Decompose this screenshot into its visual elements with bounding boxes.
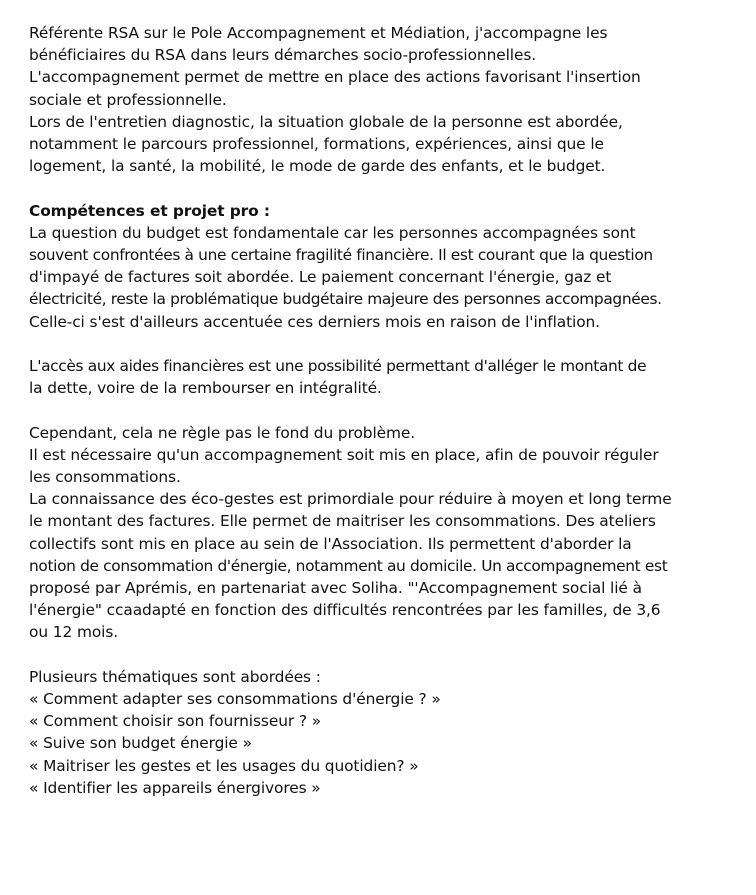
section-heading: Compétences et projet pro : <box>29 201 270 220</box>
theme-item: « Comment choisir son fournisseur ? » <box>29 712 322 731</box>
text-line: Il est nécessaire qu'un accompagnement soit mis en place, afin de pouvoir réguler <box>29 445 659 464</box>
text-line: souvent confrontées à une certaine fragilité financière. Il est courant que la question <box>29 246 653 265</box>
text-line: ou 12 mois. <box>29 623 119 642</box>
text-line: Cependant, cela ne règle pas le fond du problème. <box>29 423 416 442</box>
themes-intro: Plusieurs thématiques sont abordées : <box>29 667 321 686</box>
text-line: Référente RSA sur le Pole Accompagnement et Médiation, j'accompagne les <box>29 24 608 42</box>
budget-paragraph <box>29 222 729 333</box>
text-line: L'accès aux aides financières est une possibilité permettant d'alléger le montant de <box>29 357 647 376</box>
text-line: proposé par Aprémis, en partenariat avec Soliha. "'Accompagnement social lié à <box>29 579 642 598</box>
text-line: d'impayé de factures soit abordée. Le paiement concernant l'énergie, gaz et <box>29 268 612 287</box>
intro-paragraph <box>29 22 729 177</box>
document-body <box>29 22 729 799</box>
theme-item: « Maitriser les gestes et les usages du quotidien? » <box>29 756 419 775</box>
text-line: Celle-ci s'est d'ailleurs accentuée ces derniers mois en raison de l'inflation. <box>29 312 600 331</box>
text-line: les consommations. <box>29 468 181 487</box>
text-line: La connaissance des éco-gestes est primordiale pour réduire à moyen et long terme <box>29 490 672 509</box>
text-line: Lors de l'entretien diagnostic, la situation globale de la personne est abordée, <box>29 112 623 131</box>
theme-item: « Comment adapter ses consommations d'énergie ? » <box>29 690 441 709</box>
theme-item: « Suive son budget énergie » <box>29 734 252 753</box>
text-line: électricité, reste la problématique budgétaire majeure des personnes accompagnées. <box>29 290 662 309</box>
text-line: collectifs sont mis en place au sein de l'Association. Ils permettent d'aborder la <box>29 534 632 553</box>
text-line: La question du budget est fondamentale car les personnes accompagnées sont <box>29 223 636 242</box>
text-line: le montant des factures. Elle permet de maitriser les consommations. Des ateliers <box>29 512 656 531</box>
theme-item: « Identifier les appareils énergivores » <box>29 778 321 797</box>
aides-paragraph <box>29 355 729 399</box>
text-line: logement, la santé, la mobilité, le mode de garde des enfants, et le budget. <box>29 157 606 176</box>
paragraph-spacer <box>29 399 729 421</box>
text-line: l'énergie" ccaadapté en fonction des difficultés rencontrées par les familles, de 3,6 <box>29 601 661 620</box>
paragraph-spacer <box>29 177 729 199</box>
cependant-paragraph <box>29 422 729 644</box>
text-line: notion de consommation d'énergie, notamment au domicile. Un accompagnement est <box>29 556 668 575</box>
text-line: sociale et professionnelle. <box>29 90 227 109</box>
text-line: notamment le parcours professionnel, formations, expériences, ainsi que le <box>29 135 604 154</box>
themes-list <box>29 688 729 799</box>
paragraph-spacer <box>29 333 729 355</box>
paragraph-spacer <box>29 644 729 666</box>
text-line: L'accompagnement permet de mettre en place des actions favorisant l'insertion <box>29 68 641 87</box>
text-line: la dette, voire de la rembourser en intégralité. <box>29 379 382 398</box>
text-line: bénéficiaires du RSA dans leurs démarches socio-professionnelles. <box>29 46 537 65</box>
